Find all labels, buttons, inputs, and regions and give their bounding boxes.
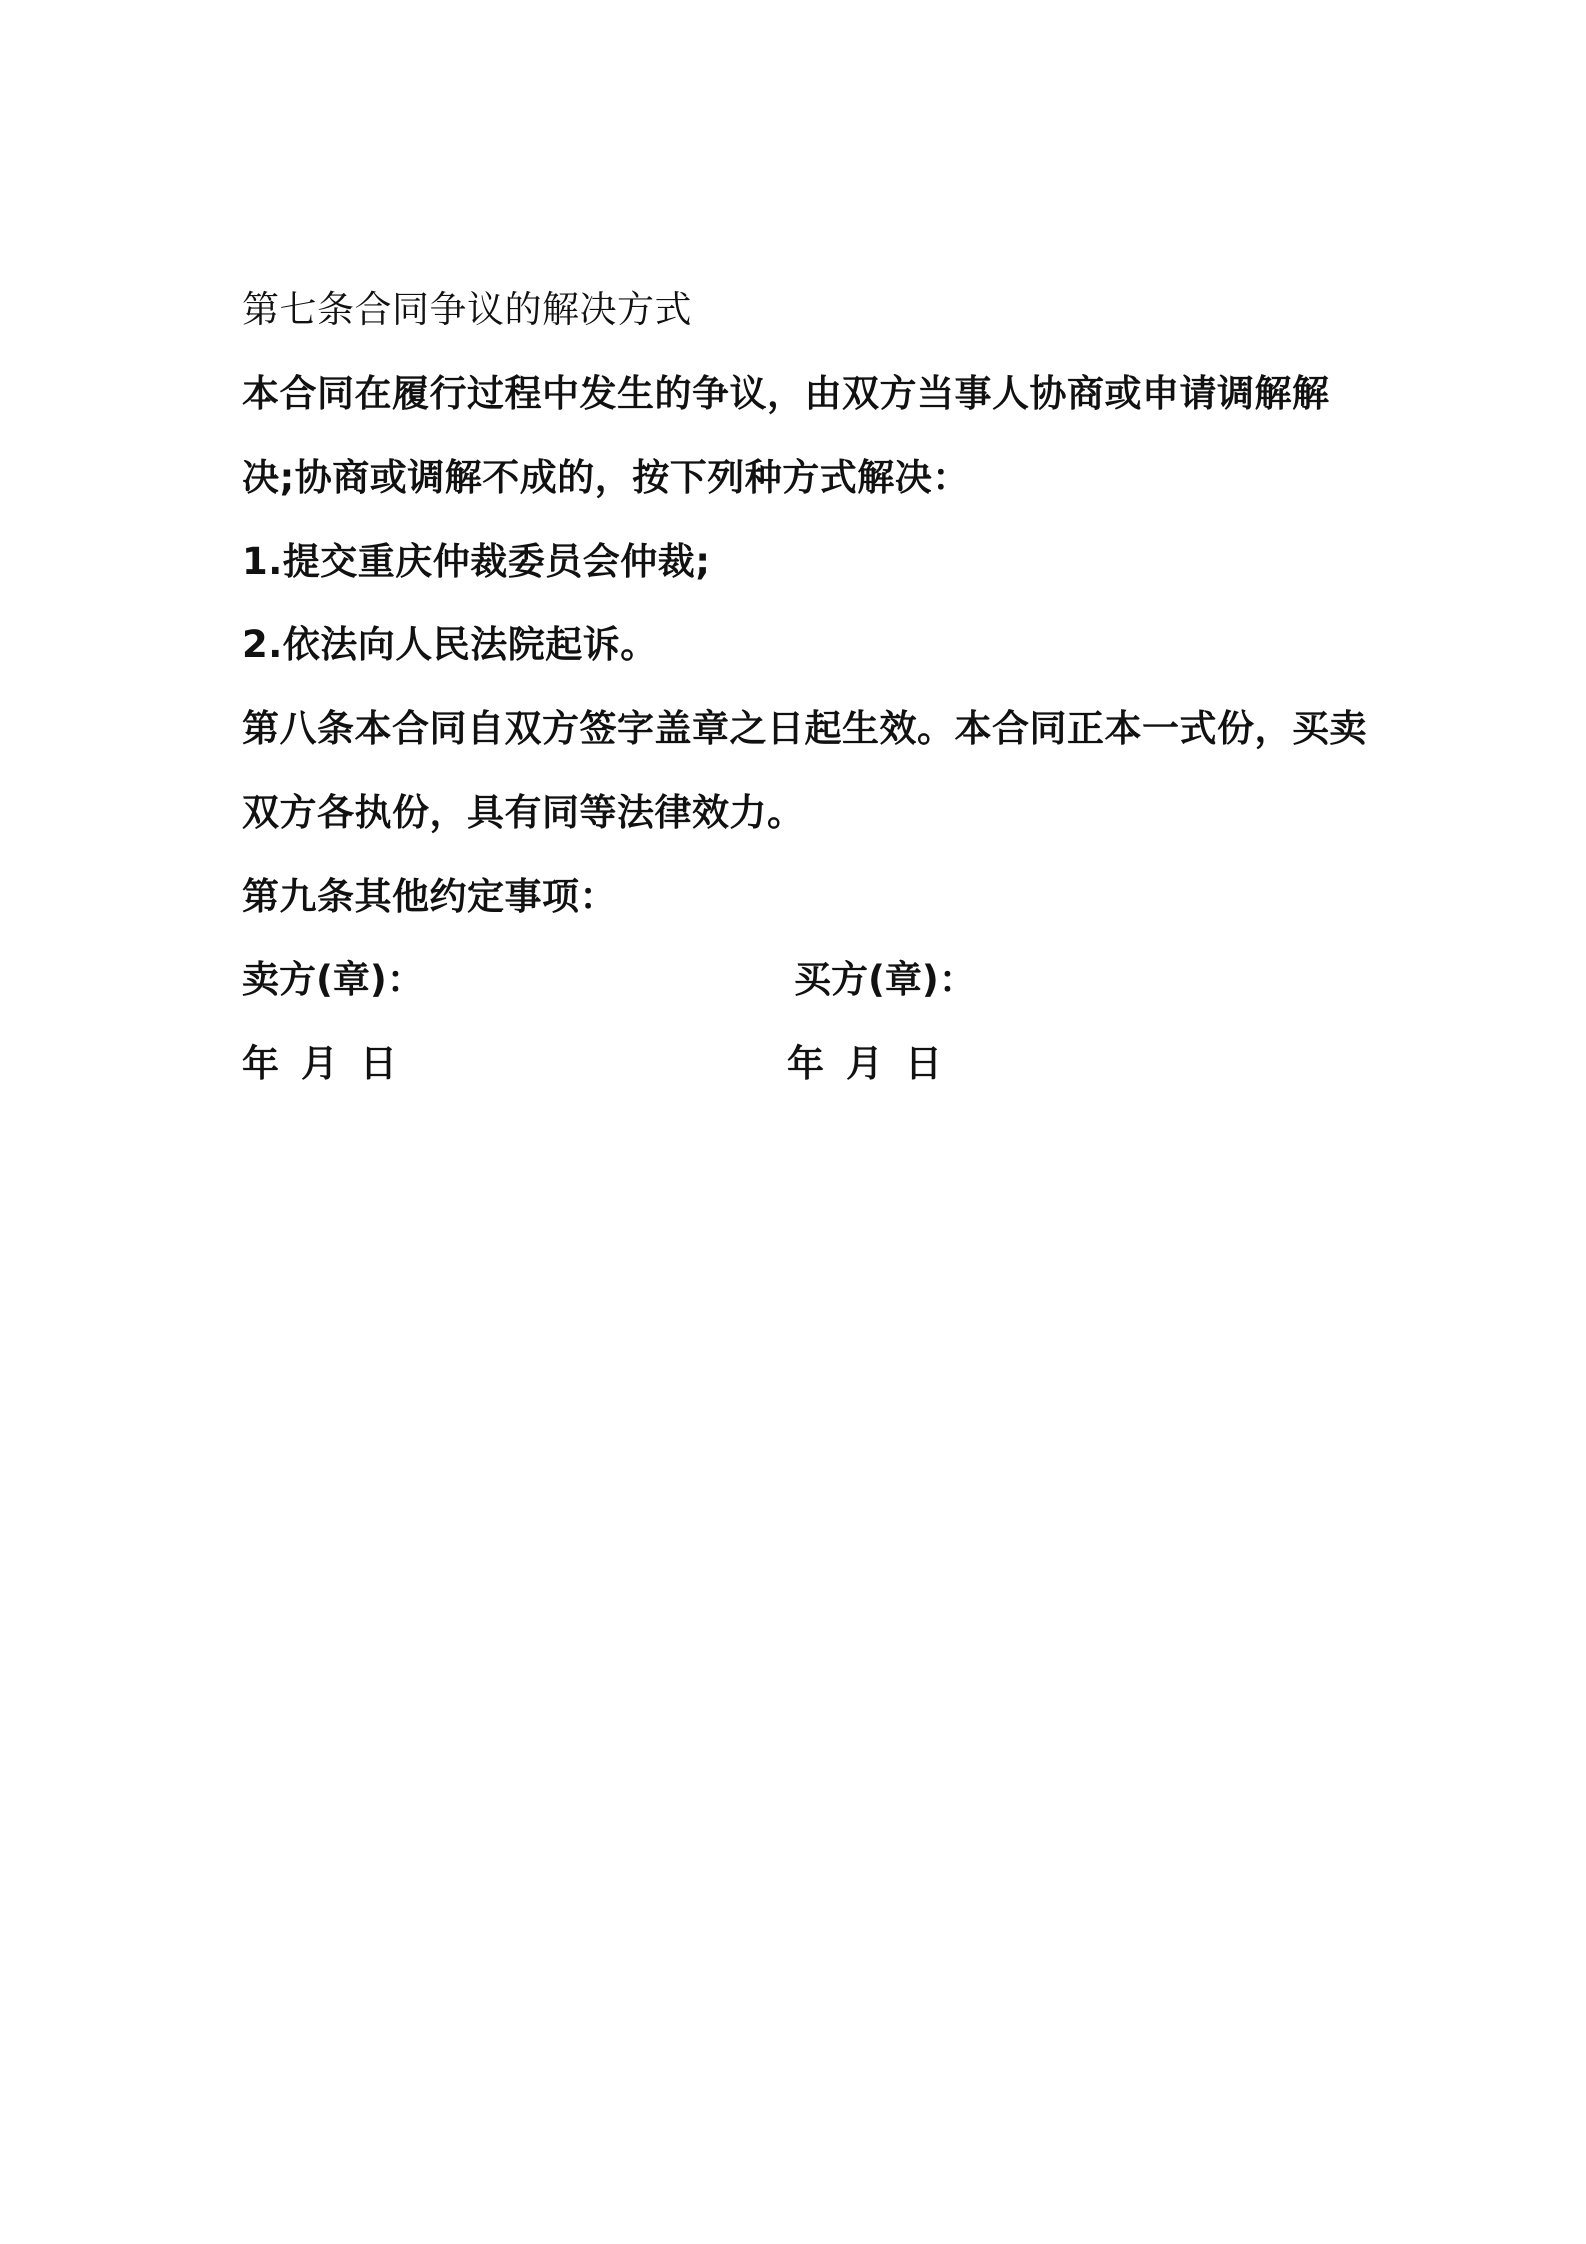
seller-seal-label: 卖方(章)：	[242, 958, 424, 1001]
article7-paragraph-line2: 决;协商或调解不成的，按下列种方式解决：	[242, 456, 970, 499]
seller-date-day: 日	[360, 1042, 397, 1085]
buyer-date-day: 日	[905, 1042, 942, 1085]
article9-title: 第九条其他约定事项：	[242, 875, 617, 918]
seller-date-year: 年	[242, 1042, 279, 1085]
buyer-date-month: 月	[846, 1042, 883, 1085]
buyer-seal-label: 买方(章)：	[794, 958, 976, 1001]
article8-line1: 第八条本合同自双方签字盖章之日起生效。本合同正本一式份，买卖	[242, 707, 1367, 750]
buyer-date-year: 年	[787, 1042, 824, 1085]
buyer-date	[787, 1040, 964, 1088]
article8-line2: 双方各执份，具有同等法律效力。	[242, 791, 805, 834]
article7-title: 第七条合同争议的解决方式	[242, 288, 692, 331]
article7-paragraph-line1: 本合同在履行过程中发生的争议，由双方当事人协商或申请调解解	[242, 372, 1330, 415]
article7-option1: 1.提交重庆仲裁委员会仲裁;	[242, 540, 711, 583]
seller-date-month: 月	[301, 1042, 338, 1085]
article7-option2: 2.依法向人民法院起诉。	[242, 623, 658, 666]
seller-date	[242, 1040, 419, 1088]
